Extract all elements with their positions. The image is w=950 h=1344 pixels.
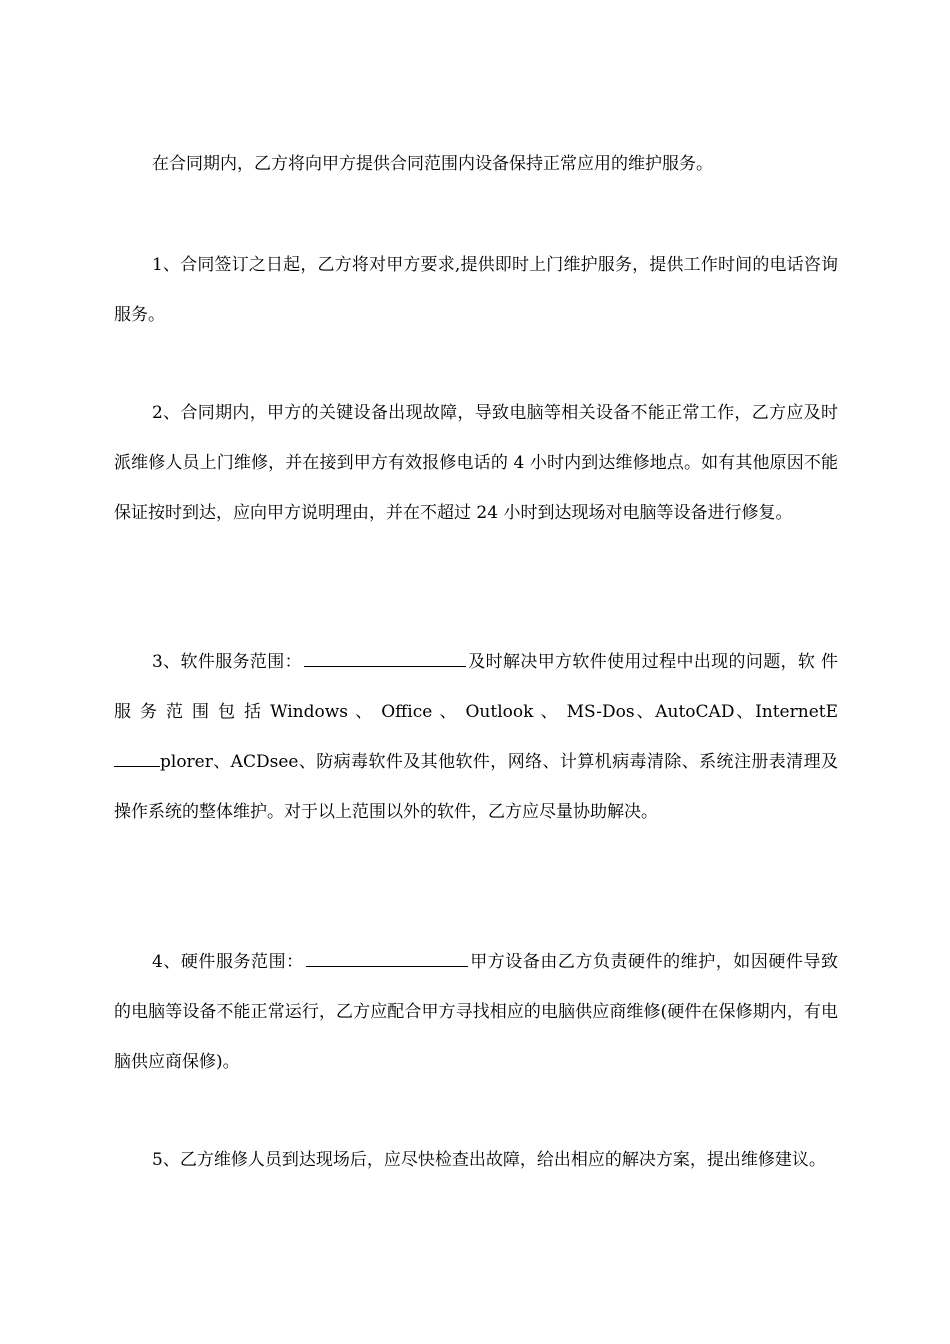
clause-4-label: 4、硬件服务范围： [152, 952, 304, 972]
inline-blank [114, 752, 160, 767]
software-scope-blank [304, 650, 466, 667]
hardware-scope-blank [306, 950, 468, 967]
intro-paragraph: 在合同期内，乙方将向甲方提供合同范围内设备保持正常应用的维护服务。 [152, 154, 713, 174]
clause-2-paragraph: 2、合同期内，甲方的关键设备出现故障，导致电脑等相关设备不能正常工作，乙方应及时派维修人员上门维修，并在接到甲方有效报修电话的 4 小时内到达维修地点。如有其他原因不能保证按时到达，应向甲方说明理由，并在不超过 24 小时到达现场对电脑等设备进行修复。 [114, 403, 838, 523]
clause-5-paragraph: 5、乙方维修人员到达现场后，应尽快检查出故障，给出相应的解决方案，提出维修建议。 [152, 1150, 826, 1170]
clause-3-text-a: 及时解决甲方软件使用过程中出现的问题，软 件 服 务 范 围 包 括 Windows 、 Office 、 Outlook 、 MS-Dos、AutoCAD、InternetE [114, 652, 838, 722]
clause-3-label: 3、软件服务范围： [152, 652, 302, 672]
clause-1-paragraph: 1、合同签订之日起，乙方将对甲方要求,提供即时上门维护服务，提供工作时间的电话咨询服务。 [114, 255, 838, 325]
clause-3-text-b: plorer、ACDsee、防病毒软件及其他软件，网络、计算机病毒清除、系统注册表清理及操作系统的整体维护。对于以上范围以外的软件，乙方应尽量协助解决。 [114, 752, 838, 822]
clause-4-text: 甲方设备由乙方负责硬件的维护，如因硬件导致的电脑等设备不能正常运行，乙方应配合甲方寻找相应的电脑供应商维修(硬件在保修期内，有电脑供应商保修)。 [114, 952, 838, 1072]
clause-3-paragraph [114, 637, 838, 837]
clause-4-paragraph [114, 937, 838, 1087]
